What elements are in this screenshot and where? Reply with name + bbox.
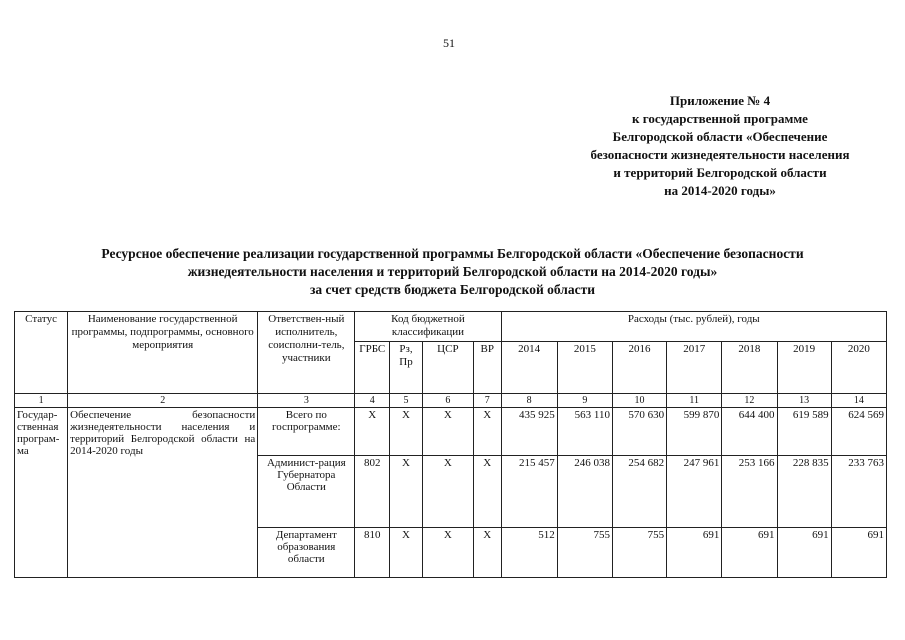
header-year: 2017 bbox=[667, 342, 722, 394]
expense-cell: 599 870 bbox=[667, 408, 722, 456]
vr-cell: Х bbox=[473, 528, 501, 578]
expense-cell: 755 bbox=[612, 528, 666, 578]
table-row bbox=[15, 408, 887, 456]
appendix-block bbox=[560, 92, 880, 200]
column-number: 6 bbox=[422, 394, 473, 408]
title-line: за счет средств бюджета Белгородской области bbox=[309, 282, 596, 297]
header-grbs: ГРБС bbox=[355, 342, 390, 394]
header-year: 2020 bbox=[831, 342, 886, 394]
csr-cell: Х bbox=[422, 528, 473, 578]
header-year: 2014 bbox=[501, 342, 557, 394]
resource-table bbox=[14, 311, 887, 578]
appendix-line: на 2014-2020 годы» bbox=[664, 183, 776, 198]
appendix-line: Приложение № 4 bbox=[669, 93, 771, 108]
column-number: 2 bbox=[68, 394, 258, 408]
executor-cell: Админист-рация Губернатора Области bbox=[258, 456, 355, 528]
column-number-row bbox=[15, 394, 887, 408]
header-name: Наименование государственной программы, подпрограммы, основного мероприятия bbox=[68, 312, 258, 394]
expense-cell: 228 835 bbox=[777, 456, 831, 528]
header-year: 2015 bbox=[557, 342, 612, 394]
expense-cell: 247 961 bbox=[667, 456, 722, 528]
column-number: 7 bbox=[473, 394, 501, 408]
expense-cell: 691 bbox=[722, 528, 777, 578]
expense-cell: 254 682 bbox=[612, 456, 666, 528]
title-line: Ресурсное обеспечение реализации государственной программы Белгородской области «Обеспечение безопасности bbox=[101, 246, 804, 261]
header-year: 2016 bbox=[612, 342, 666, 394]
rz-cell: Х bbox=[390, 456, 423, 528]
csr-cell: Х bbox=[422, 456, 473, 528]
document-title bbox=[30, 245, 875, 299]
expense-cell: 691 bbox=[831, 528, 886, 578]
column-number: 1 bbox=[15, 394, 68, 408]
grbs-cell: Х bbox=[355, 408, 390, 456]
header-csr: ЦСР bbox=[422, 342, 473, 394]
program-name-cell: Обеспечение безопасности жизнедеятельности населения и территорий Белгородской области на 2014-2020 годы bbox=[68, 408, 258, 578]
column-number: 14 bbox=[831, 394, 886, 408]
column-number: 9 bbox=[557, 394, 612, 408]
executor-cell: Департамент образования области bbox=[258, 528, 355, 578]
expense-cell: 691 bbox=[667, 528, 722, 578]
header-vr: ВР bbox=[473, 342, 501, 394]
expense-cell: 644 400 bbox=[722, 408, 777, 456]
expense-cell: 563 110 bbox=[557, 408, 612, 456]
column-number: 10 bbox=[612, 394, 666, 408]
appendix-line: Белгородской области «Обеспечение bbox=[612, 129, 828, 144]
column-number: 3 bbox=[258, 394, 355, 408]
grbs-cell: 802 bbox=[355, 456, 390, 528]
expense-cell: 233 763 bbox=[831, 456, 886, 528]
expense-cell: 624 569 bbox=[831, 408, 886, 456]
status-cell: Государ-ственная програм-ма bbox=[15, 408, 68, 578]
header-executor: Ответствен-ный исполнитель, соисполни-тель, участники bbox=[258, 312, 355, 394]
executor-cell: Всего по госпрограмме: bbox=[258, 408, 355, 456]
header-status: Статус bbox=[15, 312, 68, 394]
appendix-line: к государственной программе bbox=[632, 111, 808, 126]
column-number: 4 bbox=[355, 394, 390, 408]
title-line: жизнедеятельности населения и территорий Белгородской области на 2014-2020 годы» bbox=[187, 264, 718, 279]
expense-cell: 619 589 bbox=[777, 408, 831, 456]
header-year: 2018 bbox=[722, 342, 777, 394]
rz-cell: Х bbox=[390, 528, 423, 578]
vr-cell: Х bbox=[473, 408, 501, 456]
column-number: 12 bbox=[722, 394, 777, 408]
csr-cell: Х bbox=[422, 408, 473, 456]
header-expenses: Расходы (тыс. рублей), годы bbox=[501, 312, 886, 342]
grbs-cell: 810 bbox=[355, 528, 390, 578]
header-row bbox=[15, 312, 887, 342]
column-number: 11 bbox=[667, 394, 722, 408]
column-number: 8 bbox=[501, 394, 557, 408]
appendix-line: безопасности жизнедеятельности населения bbox=[590, 147, 850, 162]
rz-cell: Х bbox=[390, 408, 423, 456]
header-rz: Рз, Пр bbox=[390, 342, 423, 394]
vr-cell: Х bbox=[473, 456, 501, 528]
expense-cell: 755 bbox=[557, 528, 612, 578]
expense-cell: 435 925 bbox=[501, 408, 557, 456]
expense-cell: 253 166 bbox=[722, 456, 777, 528]
column-number: 13 bbox=[777, 394, 831, 408]
appendix-line: и территорий Белгородской области bbox=[613, 165, 827, 180]
expense-cell: 215 457 bbox=[501, 456, 557, 528]
expense-cell: 512 bbox=[501, 528, 557, 578]
page-number: 51 bbox=[443, 36, 455, 50]
expense-cell: 570 630 bbox=[612, 408, 666, 456]
expense-cell: 691 bbox=[777, 528, 831, 578]
header-year: 2019 bbox=[777, 342, 831, 394]
header-budget-code: Код бюджетной классификации bbox=[355, 312, 501, 342]
column-number: 5 bbox=[390, 394, 423, 408]
expense-cell: 246 038 bbox=[557, 456, 612, 528]
